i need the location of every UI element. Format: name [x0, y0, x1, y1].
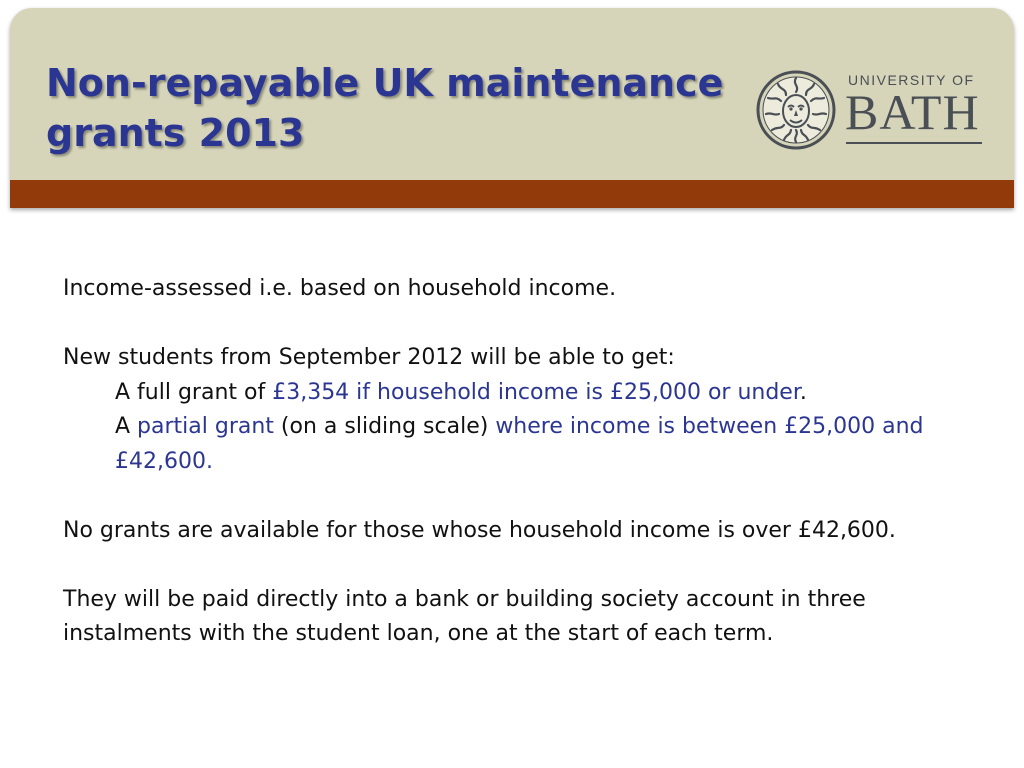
logo-bath: BATH: [845, 84, 980, 140]
full-grant-prefix: A full grant of: [115, 379, 273, 405]
full-grant-period: .: [799, 379, 807, 405]
partial-grant-term: partial grant: [137, 414, 274, 439]
full-grant-amount: £3,354 if household income is £25,000 or under: [272, 379, 800, 405]
partial-grant-line: [63, 410, 983, 479]
no-grants-text: No grants are available for those whose household income is over £42,600.: [63, 517, 896, 543]
slide-body: [63, 272, 983, 652]
slide-title: Non-repayable UK maintenance grants 2013: [46, 61, 724, 155]
spacer: [63, 307, 983, 342]
university-crest-icon: [756, 70, 836, 150]
partial-grant-range: where income is between £25,000 and £42,600.: [115, 414, 924, 474]
logo-underline: [846, 142, 982, 144]
income-assessed-text: Income-assessed i.e. based on household income.: [63, 276, 617, 301]
logo-university-of: UNIVERSITY OF: [848, 72, 975, 88]
partial-grant-scale: (on a sliding scale): [273, 414, 496, 439]
header-accent-bar: [10, 180, 1014, 208]
full-grant-line: [63, 376, 983, 411]
university-logo: [756, 66, 996, 156]
partial-grant-prefix: A: [115, 414, 138, 439]
new-students-text: New students from September 2012 will be able to get:: [63, 345, 675, 370]
spacer: [63, 548, 983, 583]
slide-header: [10, 8, 1014, 208]
payment-text: They will be paid directly into a bank or building society account in three instalments with the student loan, one at the start of each term.: [63, 586, 866, 646]
spacer: [63, 479, 983, 514]
